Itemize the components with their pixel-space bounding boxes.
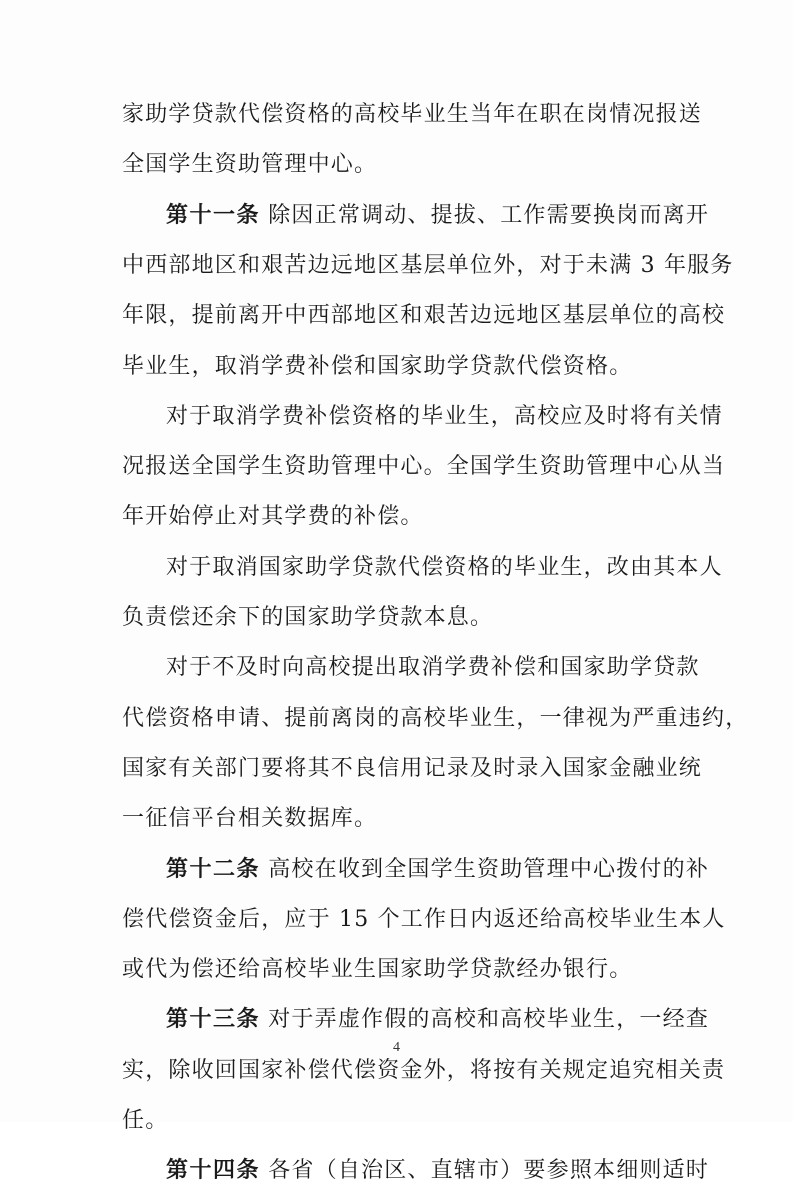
line-text xyxy=(260,203,268,228)
article-thirteen-line xyxy=(122,1005,709,1035)
text-line xyxy=(122,955,632,985)
article-twelve-heading: 第十二条 xyxy=(166,855,261,882)
line-text: 高校在收到全国学生资助管理中心拨付的补 xyxy=(268,856,710,882)
line-text: 或代为偿还给高校毕业生国家助学贷款经办银行。 xyxy=(122,957,633,983)
line-text: 对于不及时向高校提出取消学费补偿和国家助学贷款 xyxy=(166,655,700,681)
line-text: 国家有关部门要将其不良信用记录及时录入国家金融业统 xyxy=(122,755,703,781)
line-text xyxy=(260,1158,268,1183)
line-text: 年开始停止对其学费的补偿。 xyxy=(122,504,424,530)
line-text: 全国学生资助管理中心。 xyxy=(122,152,378,178)
text-line xyxy=(122,100,702,130)
article-thirteen-heading: 第十三条 xyxy=(166,1006,261,1033)
line-text: 家助学贷款代偿资格的高校毕业生当年在职在岗情况报送 xyxy=(122,102,703,127)
text-line xyxy=(122,553,723,583)
article-twelve-line xyxy=(122,855,709,885)
text-line xyxy=(122,905,726,935)
line-text: 实，除收回国家补偿代偿资金外，将按有关规定追究相关责 xyxy=(122,1057,726,1083)
line-text: 对于取消学费补偿资格的毕业生，高校应及时将有关情 xyxy=(166,403,723,429)
line-text: 中西部地区和艰苦边远地区基层单位外，对于未满 3 年服务 xyxy=(122,252,734,278)
line-text: 对于弄虚作假的高校和高校毕业生，一经查 xyxy=(268,1007,710,1033)
text-line xyxy=(122,402,723,432)
article-eleven-heading: 第十一条 xyxy=(166,201,261,228)
line-text: 况报送全国学生资助管理中心。全国学生资助管理中心从当 xyxy=(122,454,726,480)
text-line xyxy=(122,804,377,834)
line-text: 年限，提前离开中西部地区和艰苦边远地区基层单位的高校 xyxy=(122,303,726,329)
text-line xyxy=(122,653,700,683)
text-line xyxy=(122,352,632,382)
text-line xyxy=(122,502,424,532)
line-text: 任。 xyxy=(122,1108,169,1133)
text-line xyxy=(122,754,702,784)
line-text xyxy=(260,857,268,882)
line-text: 代偿资格申请、提前离岗的高校毕业生，一律视为严重违约， xyxy=(122,705,749,731)
text-line xyxy=(122,150,377,180)
article-eleven-line xyxy=(122,201,709,231)
line-text: 对于取消国家助学贷款代偿资格的毕业生，改由其本人 xyxy=(166,554,723,580)
line-text: 偿代偿资金后，应于 15 个工作日内返还给高校毕业生本人 xyxy=(122,906,726,932)
text-line xyxy=(122,452,725,482)
article-fourteen-heading: 第十四条 xyxy=(166,1157,261,1184)
line-text xyxy=(260,1007,268,1032)
line-text: 各省（自治区、直辖市）要参照本细则适时 xyxy=(268,1158,710,1184)
page-number: 4 xyxy=(393,1040,400,1055)
text-line xyxy=(122,1056,725,1086)
text-line xyxy=(122,251,734,281)
article-fourteen-line xyxy=(122,1156,709,1186)
text-line xyxy=(122,301,725,331)
text-line xyxy=(122,704,748,734)
text-line xyxy=(122,603,493,633)
line-text: 除因正常调动、提拔、工作需要换岗而离开 xyxy=(268,202,710,228)
line-text: 毕业生，取消学费补偿和国家助学贷款代偿资格。 xyxy=(122,353,633,379)
line-text: 负责偿还余下的国家助学贷款本息。 xyxy=(122,605,494,630)
text-line xyxy=(122,1106,168,1136)
line-text: 一征信平台相关数据库。 xyxy=(122,806,378,832)
